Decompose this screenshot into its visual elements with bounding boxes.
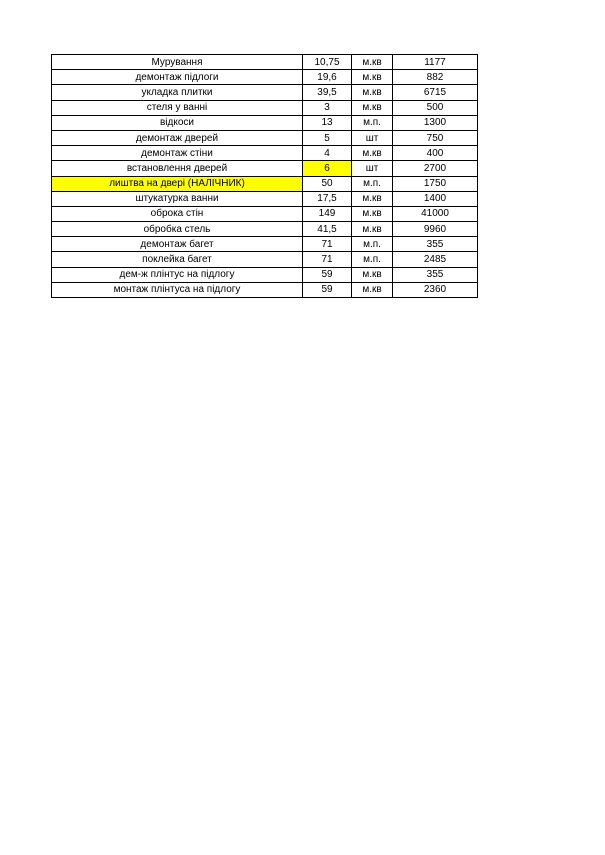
quantity-cell: 59 xyxy=(303,267,352,282)
table-row xyxy=(52,85,478,100)
quantity-cell-highlighted: 6 xyxy=(303,161,352,176)
unit-cell: м.п. xyxy=(352,176,393,191)
unit-cell: м.кв xyxy=(352,222,393,237)
sum-cell: 9960 xyxy=(393,222,478,237)
work-name-cell: штукатурка ванни xyxy=(52,191,303,206)
quantity-cell: 71 xyxy=(303,237,352,252)
quantity-cell: 10,75 xyxy=(303,55,352,70)
work-name-cell: демонтаж стіни xyxy=(52,146,303,161)
sum-cell: 500 xyxy=(393,100,478,115)
quantity-cell: 41,5 xyxy=(303,222,352,237)
work-name-cell: оброка стін xyxy=(52,206,303,221)
quantity-cell: 4 xyxy=(303,146,352,161)
sum-cell: 2485 xyxy=(393,252,478,267)
unit-cell: м.кв xyxy=(352,55,393,70)
work-name-cell: обробка стель xyxy=(52,222,303,237)
work-name-cell: поклейка багет xyxy=(52,252,303,267)
sum-cell: 1750 xyxy=(393,176,478,191)
quantity-cell: 39,5 xyxy=(303,85,352,100)
quantity-cell: 71 xyxy=(303,252,352,267)
works-table xyxy=(51,54,478,298)
table-row xyxy=(52,146,478,161)
work-name-cell: демонтаж дверей xyxy=(52,130,303,145)
unit-cell: шт xyxy=(352,130,393,145)
sum-cell: 2700 xyxy=(393,161,478,176)
unit-cell: м.кв xyxy=(352,70,393,85)
unit-cell: м.п. xyxy=(352,252,393,267)
table-row xyxy=(52,130,478,145)
sum-cell: 6715 xyxy=(393,85,478,100)
work-name-cell: монтаж плінтуса на підлогу xyxy=(52,282,303,297)
unit-cell: м.кв xyxy=(352,267,393,282)
unit-cell: м.кв xyxy=(352,146,393,161)
unit-cell: м.кв xyxy=(352,206,393,221)
table-row xyxy=(52,100,478,115)
sum-cell: 1400 xyxy=(393,191,478,206)
unit-cell: м.кв xyxy=(352,100,393,115)
table-row xyxy=(52,55,478,70)
table-row xyxy=(52,267,478,282)
sum-cell: 400 xyxy=(393,146,478,161)
sum-cell: 2360 xyxy=(393,282,478,297)
sum-cell: 750 xyxy=(393,130,478,145)
table-row xyxy=(52,237,478,252)
quantity-cell: 3 xyxy=(303,100,352,115)
unit-cell: шт xyxy=(352,161,393,176)
work-name-cell: дем-ж плінтус на підлогу xyxy=(52,267,303,282)
quantity-cell: 19,6 xyxy=(303,70,352,85)
table-row xyxy=(52,115,478,130)
work-name-cell: укладка плитки xyxy=(52,85,303,100)
work-name-cell: встановлення дверей xyxy=(52,161,303,176)
quantity-cell: 59 xyxy=(303,282,352,297)
work-name-cell-highlighted: лиштва на двері (НАЛІЧНИК) xyxy=(52,176,303,191)
quantity-cell: 13 xyxy=(303,115,352,130)
quantity-cell: 17,5 xyxy=(303,191,352,206)
table-row xyxy=(52,176,478,191)
unit-cell: м.кв xyxy=(352,282,393,297)
sum-cell: 41000 xyxy=(393,206,478,221)
table-row xyxy=(52,252,478,267)
sum-cell: 355 xyxy=(393,267,478,282)
work-name-cell: демонтаж підлоги xyxy=(52,70,303,85)
sum-cell: 1300 xyxy=(393,115,478,130)
quantity-cell: 149 xyxy=(303,206,352,221)
table-row xyxy=(52,282,478,297)
work-name-cell: стеля у ванні xyxy=(52,100,303,115)
sum-cell: 355 xyxy=(393,237,478,252)
quantity-cell: 50 xyxy=(303,176,352,191)
table-row xyxy=(52,206,478,221)
unit-cell: м.кв xyxy=(352,191,393,206)
sum-cell: 882 xyxy=(393,70,478,85)
unit-cell: м.п. xyxy=(352,237,393,252)
table-row xyxy=(52,161,478,176)
work-name-cell: Мурування xyxy=(52,55,303,70)
quantity-cell: 5 xyxy=(303,130,352,145)
sum-cell: 1177 xyxy=(393,55,478,70)
work-name-cell: демонтаж багет xyxy=(52,237,303,252)
table-row xyxy=(52,70,478,85)
table-row xyxy=(52,222,478,237)
work-name-cell: відкоси xyxy=(52,115,303,130)
table-row xyxy=(52,191,478,206)
unit-cell: м.кв xyxy=(352,85,393,100)
unit-cell: м.п. xyxy=(352,115,393,130)
